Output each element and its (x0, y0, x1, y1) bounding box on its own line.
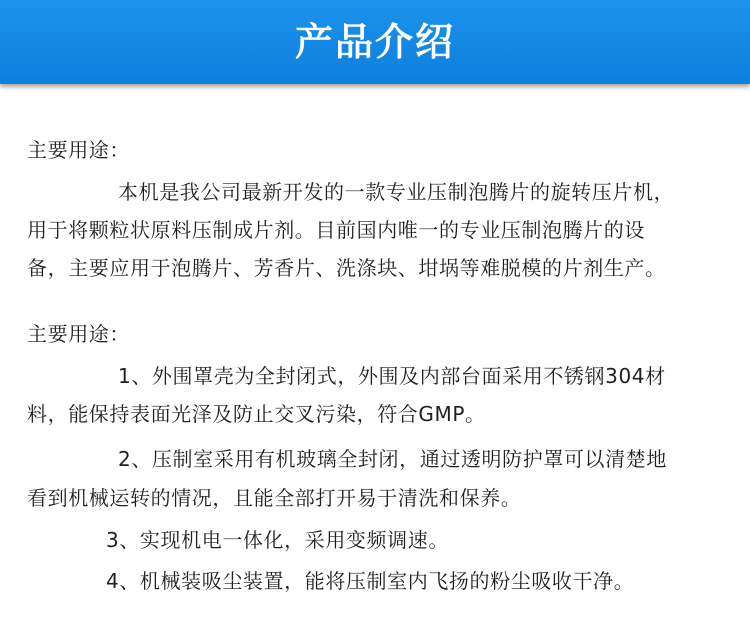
section1-heading: 主要用途： (27, 138, 130, 162)
section2-line: 4、机械装吸尘装置，能将压制室内飞扬的粉尘吸收干净。 (106, 569, 635, 593)
title-banner (0, 0, 750, 84)
section2-line: 料，能保持表面光泽及防止交叉污染，符合GMP。 (27, 402, 486, 426)
section1-line: 本机是我公司最新开发的一款专业压制泡腾片的旋转压片机， (118, 180, 675, 204)
section2-line: 3、实现机电一体化，采用变频调速。 (106, 528, 449, 552)
section2-heading: 主要用途： (27, 322, 130, 346)
section1-line: 备，主要应用于泡腾片、芳香片、洗涤块、坩埚等难脱模的片剂生产。 (27, 256, 666, 280)
section2-line: 1、外围罩壳为全封闭式，外围及内部台面采用不锈钢304材 (118, 364, 666, 388)
section2-line: 2、压制室采用有机玻璃全封闭，通过透明防护罩可以清楚地 (118, 447, 667, 471)
page-title: 产品介绍 (294, 20, 455, 64)
section2-line: 看到机械运转的情况，且能全部打开易于清洗和保养。 (27, 486, 522, 510)
section1-line: 用于将颗粒状原料压制成片剂。目前国内唯一的专业压制泡腾片的设 (27, 218, 645, 242)
